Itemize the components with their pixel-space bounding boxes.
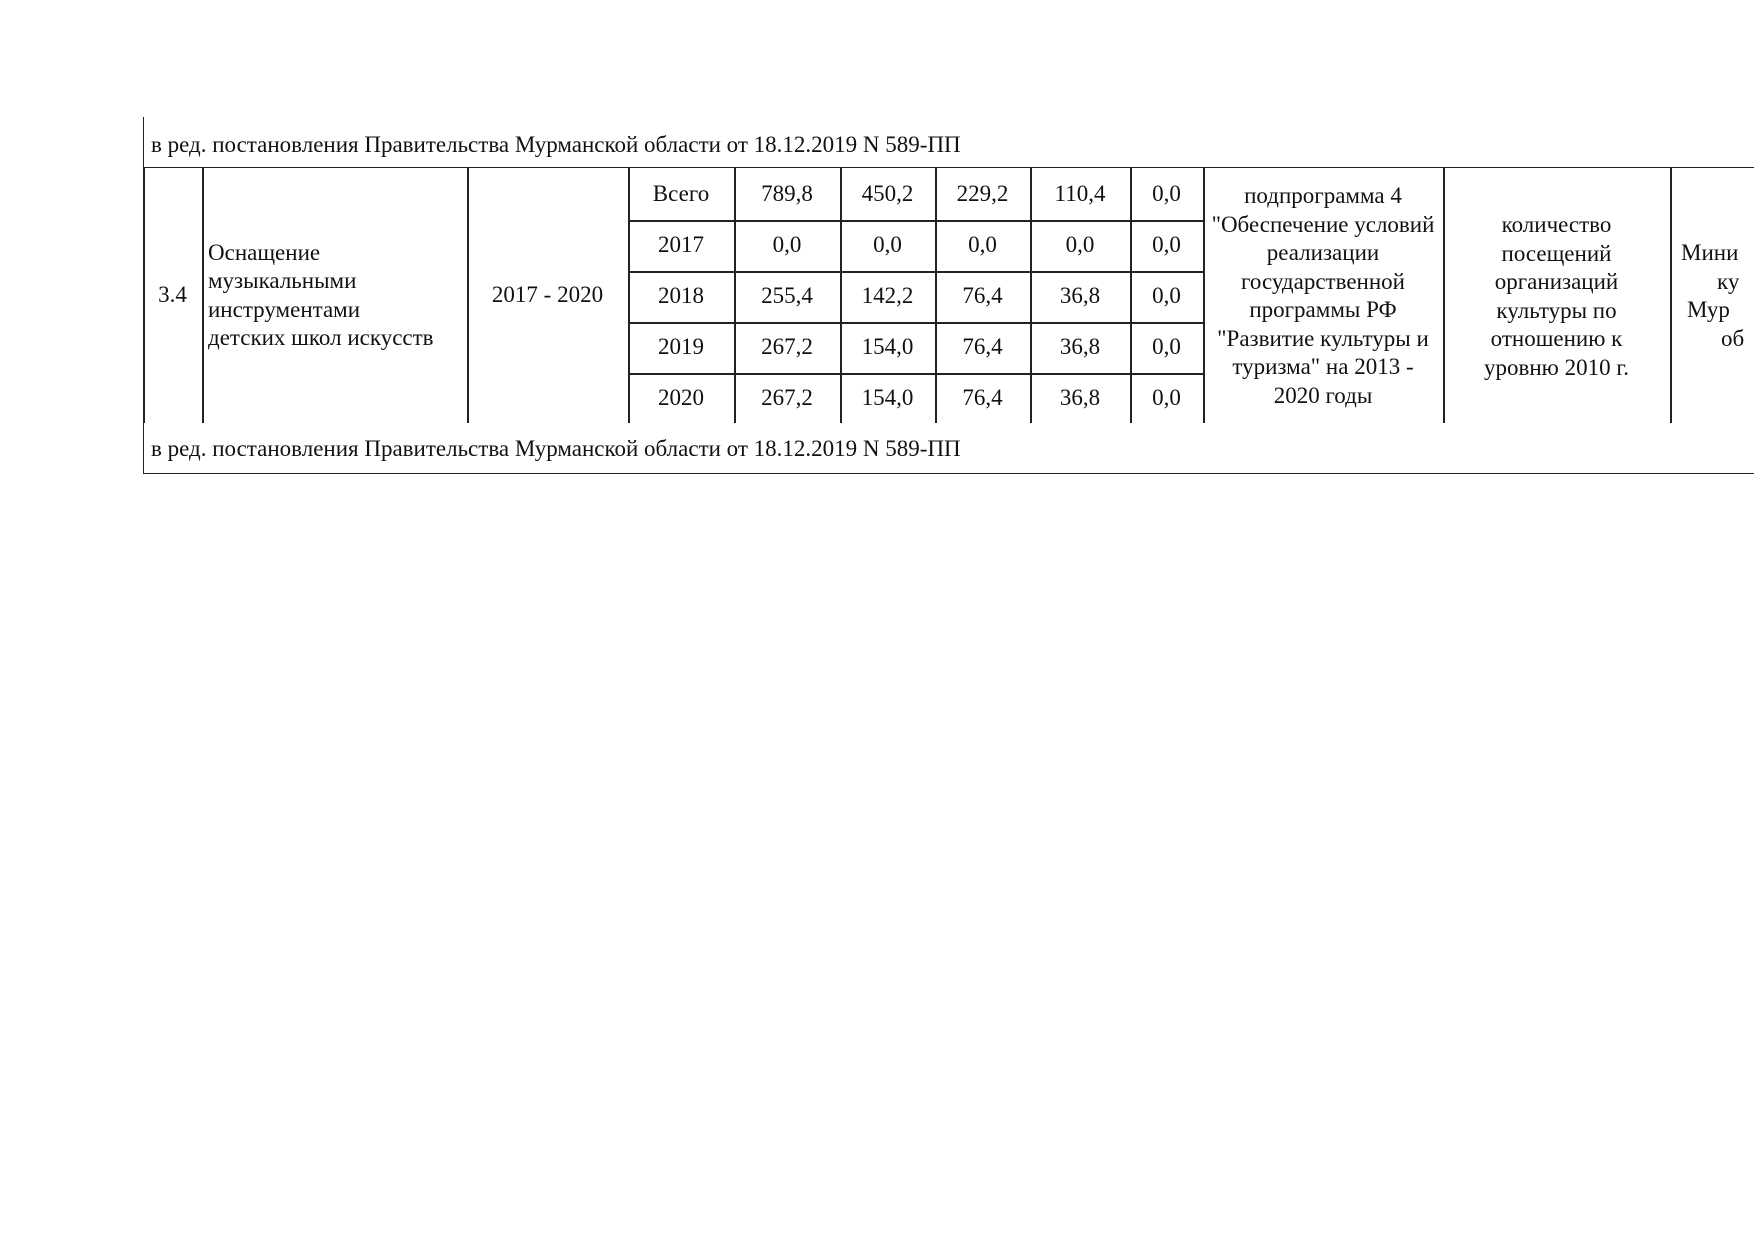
activity-line: детских школ искусств [208,325,434,350]
funding-value: 76,4 [962,334,1003,360]
funding-value: 0,0 [1152,334,1181,360]
funding-total [734,168,840,220]
activity-line: музыкальными [208,268,357,293]
row-number: 3.4 [158,282,187,308]
funding-col2 [840,271,935,322]
funding-value: 154,0 [861,334,914,360]
funding-col2 [840,168,935,220]
funding-value: 0,0 [1152,232,1181,258]
funding-year [628,322,734,373]
funding-value: 0,0 [873,232,902,258]
funding-value: 267,2 [761,384,813,410]
funding-year [628,373,734,423]
funding-col4 [1030,168,1130,220]
indicator-text [1484,211,1629,382]
funding-year-label: Всего [652,180,710,206]
funding-col4 [1030,271,1130,322]
executor-line: об [1721,325,1745,351]
funding-value: 229,2 [956,180,1009,206]
funding-col5 [1130,373,1203,423]
funding-col3 [935,271,1030,322]
funding-value: 267,2 [761,334,813,360]
program-line: программы РФ [1249,297,1397,322]
indicator-cell [1443,168,1670,423]
funding-value: 36,8 [1059,283,1101,309]
indicator-line: организаций [1494,269,1619,294]
funding-col5 [1130,220,1203,271]
funding-value: 142,2 [861,283,914,309]
funding-value: 450,2 [861,180,914,206]
activity-line: Оснащение [208,239,321,265]
funding-total [734,322,840,373]
funding-total [734,220,840,271]
indicator-line: количество [1501,212,1612,237]
funding-value: 0,0 [772,232,802,258]
executor-line: ку [1717,268,1740,294]
funding-value: 36,8 [1059,334,1101,360]
funding-value: 154,0 [861,384,914,410]
funding-col5 [1130,322,1203,373]
funding-total [734,373,840,423]
period-cell [467,168,628,423]
indicator-line: посещений [1501,240,1612,266]
funding-col4 [1030,373,1130,423]
funding-col3 [935,322,1030,373]
funding-col3 [935,373,1030,423]
indicator-line: уровню 2010 г. [1484,354,1629,380]
row-number-cell [143,168,202,423]
funding-col2 [840,322,935,373]
program-line: "Обеспечение условий [1211,211,1435,237]
executor-line: Мур [1687,297,1730,322]
program-line: подпрограмма 4 [1244,183,1402,208]
funding-year-label: 2019 [658,334,704,360]
indicator-line: отношению к [1490,326,1623,351]
funding-col3 [935,168,1030,220]
funding-year [628,168,734,220]
funding-value: 76,4 [962,384,1003,410]
funding-col5 [1130,271,1203,322]
funding-value: 110,4 [1054,180,1106,206]
funding-year [628,220,734,271]
executor-cell [1671,168,1754,423]
funding-col2 [840,220,935,271]
funding-total [734,271,840,322]
funding-value: 0,0 [1065,232,1095,258]
funding-year-label: 2020 [658,384,704,410]
program-text [1212,182,1435,410]
funding-col3 [935,220,1030,271]
funding-year-label: 2018 [658,283,704,309]
program-line: туризма" на 2013 - [1232,354,1414,379]
funding-col4 [1030,220,1130,271]
funding-value: 0,0 [1152,384,1181,410]
revision-note-bottom [143,423,1754,474]
funding-col5 [1130,168,1203,220]
executor-text [1671,239,1754,353]
funding-value: 0,0 [968,232,997,258]
revision-note-top [143,117,1754,168]
funding-year [628,271,734,322]
funding-year-label: 2017 [658,232,704,258]
funding-value: 255,4 [761,283,813,309]
activity-cell [202,168,467,423]
funding-col4 [1030,322,1130,373]
funding-value: 76,4 [962,283,1003,309]
program-line: государственной [1241,268,1405,294]
indicator-line: культуры по [1496,297,1617,323]
program-line: "Развитие культуры и [1217,325,1429,351]
funding-value: 789,8 [761,180,813,206]
funding-value: 36,8 [1059,384,1101,410]
executor-line: Мини [1681,240,1739,265]
activity-line: инструментами [208,296,361,322]
funding-col2 [840,373,935,423]
program-cell [1203,168,1443,423]
program-line: реализации [1266,240,1380,265]
funding-value: 0,0 [1152,283,1181,309]
revision-note-text: в ред. постановления Правительства Мурманской области от 18.12.2019 N 589-ПП [151,132,961,157]
period: 2017 - 2020 [491,282,604,308]
activity-name [208,239,434,353]
funding-value: 0,0 [1152,180,1181,206]
program-line: 2020 годы [1273,382,1373,408]
revision-note-text: в ред. постановления Правительства Мурманской области от 18.12.2019 N 589-ПП [151,436,961,461]
